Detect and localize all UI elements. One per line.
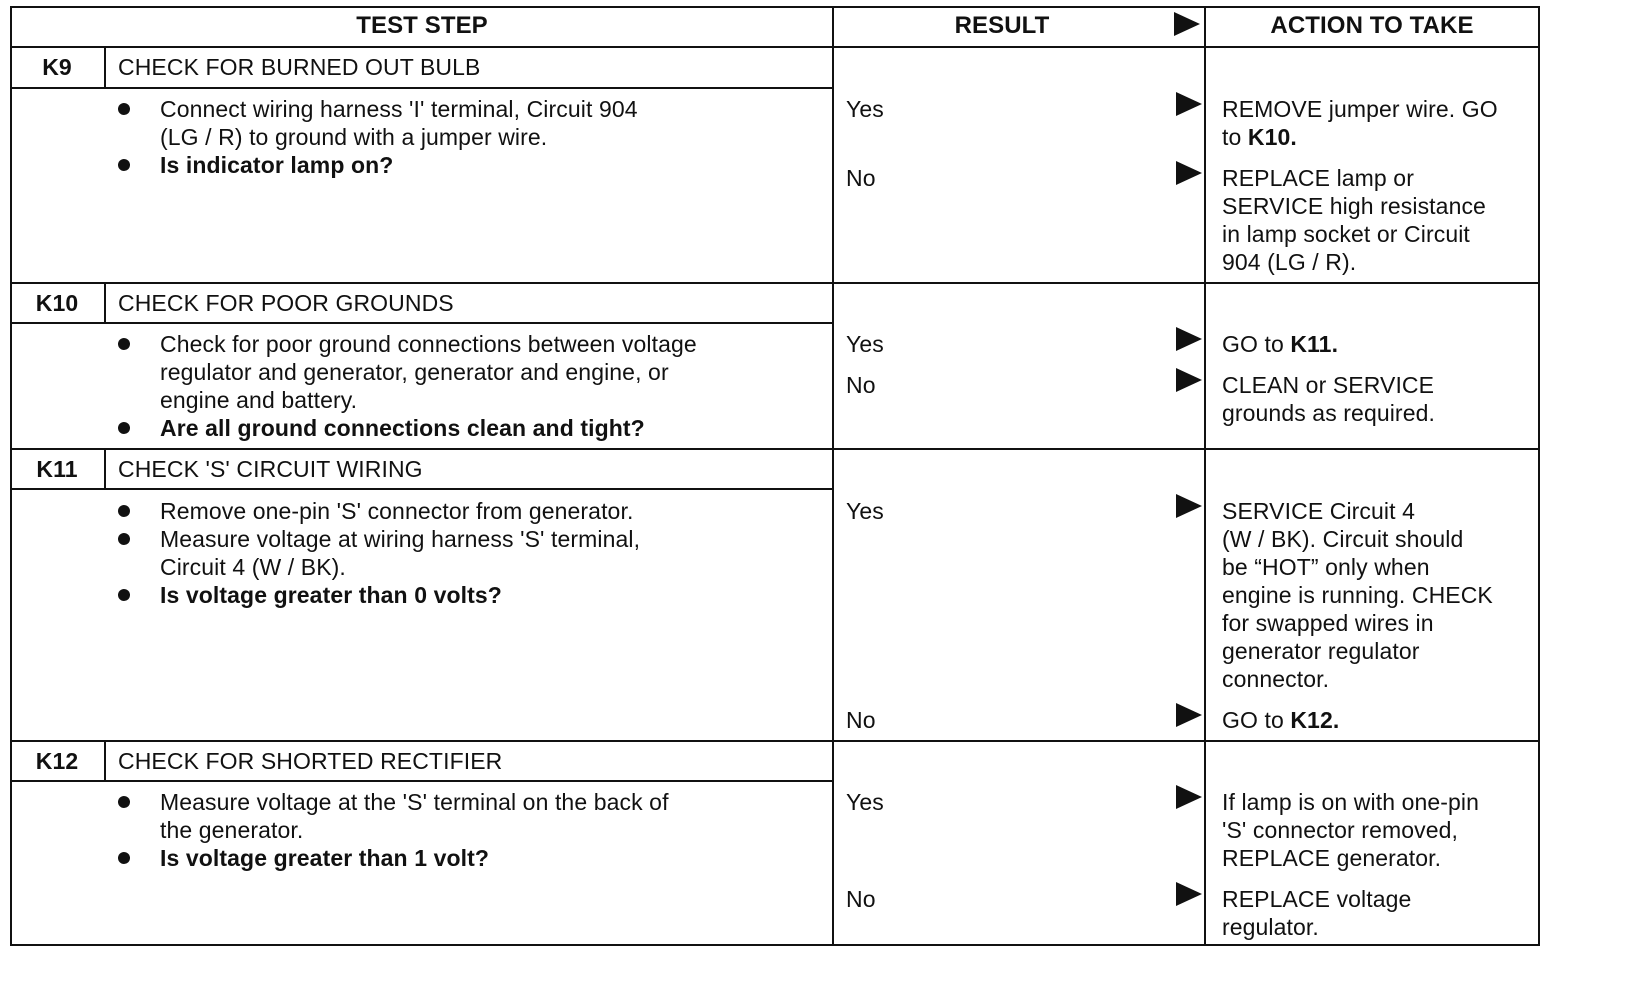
table-border-right: [1538, 6, 1540, 946]
step-id-k12: K12: [35, 748, 79, 774]
result-no: No: [846, 886, 876, 912]
column-divider-result: [832, 6, 834, 946]
step-title-k12: CHECK FOR SHORTED RECTIFIER: [118, 748, 503, 774]
arrow-icon: [1176, 494, 1202, 518]
instruction-line: engine and battery.: [160, 387, 358, 413]
result-no: No: [846, 707, 876, 733]
result-yes: Yes: [846, 331, 884, 357]
id-divider-k12: [104, 740, 106, 782]
action-line: grounds as required.: [1222, 400, 1435, 426]
arrow-icon: [1176, 703, 1202, 727]
action-line: SERVICE high resistance: [1222, 193, 1486, 219]
result-yes: Yes: [846, 96, 884, 122]
action-line: be “HOT” only when: [1222, 554, 1430, 580]
instruction-line: Measure voltage at wiring harness 'S' terminal,: [160, 526, 641, 552]
header-test-step: TEST STEP: [356, 12, 488, 39]
action-line: If lamp is on with one-pin: [1222, 789, 1480, 815]
result-yes: Yes: [846, 498, 884, 524]
header-divider: [10, 46, 1540, 48]
step-id-k9: K9: [42, 54, 72, 80]
action-line: 'S' connector removed,: [1222, 817, 1458, 843]
bullet-icon: [118, 533, 130, 545]
title-divider-k12: [10, 780, 832, 782]
action-line: REPLACE lamp or: [1222, 165, 1414, 191]
action-line: 904 (LG / R).: [1222, 249, 1357, 275]
bullet-icon: [118, 338, 130, 350]
action-line: REPLACE generator.: [1222, 845, 1442, 871]
action-line: for swapped wires in: [1222, 610, 1434, 636]
action-text: GO to: [1222, 707, 1291, 733]
question-line: Is voltage greater than 0 volts?: [160, 582, 502, 608]
table-border-top: [10, 6, 1540, 8]
bullet-icon: [118, 796, 130, 808]
row-divider-k12: [10, 740, 1540, 742]
arrow-icon: [1176, 785, 1202, 809]
instruction-line: Circuit 4 (W / BK).: [160, 554, 346, 580]
step-reference: K10.: [1247, 124, 1297, 150]
arrow-icon: [1176, 368, 1202, 392]
step-title-k11: CHECK 'S' CIRCUIT WIRING: [118, 456, 423, 482]
instruction-line: the generator.: [160, 817, 304, 843]
instruction-line: Remove one-pin 'S' connector from generator.: [160, 498, 634, 524]
action-line: [1222, 329, 1338, 359]
instruction-line: regulator and generator, generator and engine, or: [160, 359, 669, 385]
question-line: Is voltage greater than 1 volt?: [160, 845, 490, 871]
action-line: [1222, 122, 1297, 152]
action-line: connector.: [1222, 666, 1330, 692]
action-line: REPLACE voltage: [1222, 886, 1412, 912]
action-line: engine is running. CHECK: [1222, 582, 1493, 608]
step-id-k11: K11: [36, 456, 78, 482]
bullet-icon: [118, 505, 130, 517]
step-reference: K11.: [1290, 331, 1339, 357]
instruction-line: Connect wiring harness 'I' terminal, Circuit 904: [160, 96, 638, 122]
arrow-icon: [1176, 92, 1202, 116]
instruction-line: (LG / R) to ground with a jumper wire.: [160, 124, 548, 150]
action-text: GO to: [1222, 331, 1291, 357]
result-no: No: [846, 372, 876, 398]
action-line: REMOVE jumper wire. GO: [1222, 96, 1498, 122]
instruction-line: Measure voltage at the 'S' terminal on the back of: [160, 789, 669, 815]
arrow-icon: [1176, 882, 1202, 906]
arrow-icon: [1176, 161, 1202, 185]
id-divider-k11: [104, 448, 106, 490]
header-action-to-take: ACTION TO TAKE: [1270, 12, 1474, 39]
row-divider-k11: [10, 448, 1540, 450]
title-divider-k9: [10, 87, 832, 89]
bullet-icon: [118, 159, 130, 171]
result-no: No: [846, 165, 876, 191]
arrow-icon: [1174, 12, 1200, 36]
action-line: (W / BK). Circuit should: [1222, 526, 1464, 552]
question-line: Is indicator lamp on?: [160, 152, 394, 178]
action-line: [1222, 705, 1339, 735]
step-reference: K12.: [1290, 707, 1340, 733]
id-divider-k9: [104, 46, 106, 88]
step-id-k10: K10: [35, 290, 79, 316]
action-line: SERVICE Circuit 4: [1222, 498, 1415, 524]
action-line: CLEAN or SERVICE: [1222, 372, 1435, 398]
bullet-icon: [118, 422, 130, 434]
id-divider-k10: [104, 282, 106, 324]
column-divider-action: [1204, 6, 1206, 946]
question-line: Are all ground connections clean and tight?: [160, 415, 645, 441]
bullet-icon: [118, 852, 130, 864]
bullet-icon: [118, 589, 130, 601]
title-divider-k10: [10, 322, 832, 324]
header-result: RESULT: [954, 12, 1050, 39]
action-line: regulator.: [1222, 914, 1319, 940]
action-line: in lamp socket or Circuit: [1222, 221, 1470, 247]
title-divider-k11: [10, 488, 832, 490]
table-border-bottom: [10, 944, 1540, 946]
row-divider-k10: [10, 282, 1540, 284]
result-yes: Yes: [846, 789, 884, 815]
action-text: to: [1222, 124, 1248, 150]
bullet-icon: [118, 103, 130, 115]
step-title-k9: CHECK FOR BURNED OUT BULB: [118, 54, 481, 80]
action-line: generator regulator: [1222, 638, 1420, 664]
instruction-line: Check for poor ground connections between voltage: [160, 331, 697, 357]
arrow-icon: [1176, 327, 1202, 351]
step-title-k10: CHECK FOR POOR GROUNDS: [118, 290, 454, 316]
